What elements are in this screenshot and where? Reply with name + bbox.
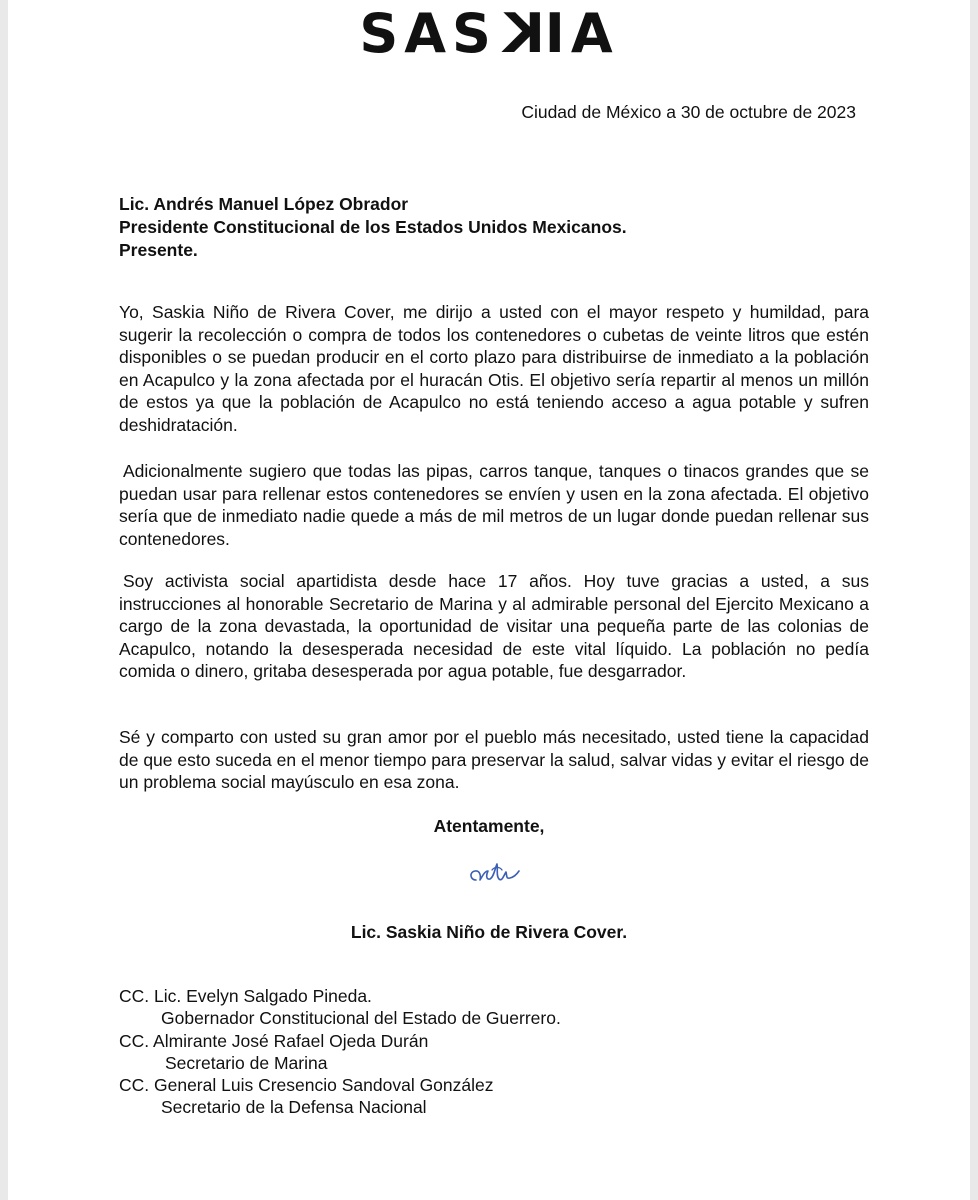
cc-recipient-role: Secretario de la Defensa Nacional (161, 1097, 427, 1118)
body-paragraph-4: Sé y comparto con usted su gran amor por el pueblo más necesitado, usted tiene la capacidad de que esto suceda en el menor tiempo para preservar la salud, salvar vidas y evitar el riesgo de un problema social mayúsculo en esa zona. (119, 727, 869, 793)
letter-date: Ciudad de México a 30 de octubre de 2023 (521, 102, 856, 122)
cc-recipient-name: CC. General Luis Cresencio Sandoval González (119, 1075, 494, 1096)
letter-page (8, 0, 970, 1200)
handwritten-signature (464, 858, 524, 890)
carbon-copy-list (119, 985, 561, 1119)
cc-recipient-name: CC. Almirante José Rafael Ojeda Durán (119, 1030, 429, 1051)
cc-recipient-role: Secretario de Marina (165, 1052, 328, 1073)
body-paragraph-3: Soy activista social apartidista desde hace 17 años. Hoy tuve gracias a usted, a sus instrucciones al honorable Secretario de Marina y al admirable personal del Ejercito Mexicano a cargo de la zona devastada, la oportunidad de visitar una pequeña parte de las colonias de Acapulco, notando la desesperada necesidad de este vital líquido. La población no pedía comida o dinero, gritaba desesperada por agua potable, fue desgarrador. (119, 571, 869, 682)
logo-text-start: SAS (359, 2, 497, 65)
logo-text-end: IA (544, 2, 619, 65)
closing-salutation: Atentamente, (433, 816, 545, 836)
cc-recipient-role: Gobernador Constitucional del Estado de Guerrero. (161, 1008, 561, 1029)
addressee-block (119, 193, 627, 262)
saskia-logo (8, 4, 970, 64)
logo-mirrored-letter: K (496, 2, 545, 65)
addressee-greeting: Presente. (119, 240, 198, 260)
body-paragraph-2: Adicionalmente sugiero que todas las pipas, carros tanque, tanques o tinacos grandes que se puedan usar para rellenar estos contenedores se envíen y usen en la zona afectada. El objetivo sería que de inmediato nadie quede a más de mil metros de un lugar donde puedan rellenar sus contenedores. (119, 461, 869, 549)
addressee-name: Lic. Andrés Manuel López Obrador (119, 194, 409, 214)
addressee-title: Presidente Constitucional de los Estados Unidos Mexicanos. (119, 217, 627, 237)
signer-name: Lic. Saskia Niño de Rivera Cover. (350, 922, 628, 942)
body-paragraph-1: Yo, Saskia Niño de Rivera Cover, me dirijo a usted con el mayor respeto y humildad, para sugerir la recolección o compra de todos los contenedores o cubetas de veinte litros que estén disponibles o se puedan producir en el corto plazo para distribuirse de inmediato a la población en Acapulco y la zona afectada por el huracán Otis. El objetivo sería repartir al menos un millón de estos ya que la población de Acapulco no está teniendo acceso a agua potable y sufren deshidratación. (119, 302, 869, 435)
cc-recipient-name: CC. Lic. Evelyn Salgado Pineda. (119, 986, 372, 1006)
